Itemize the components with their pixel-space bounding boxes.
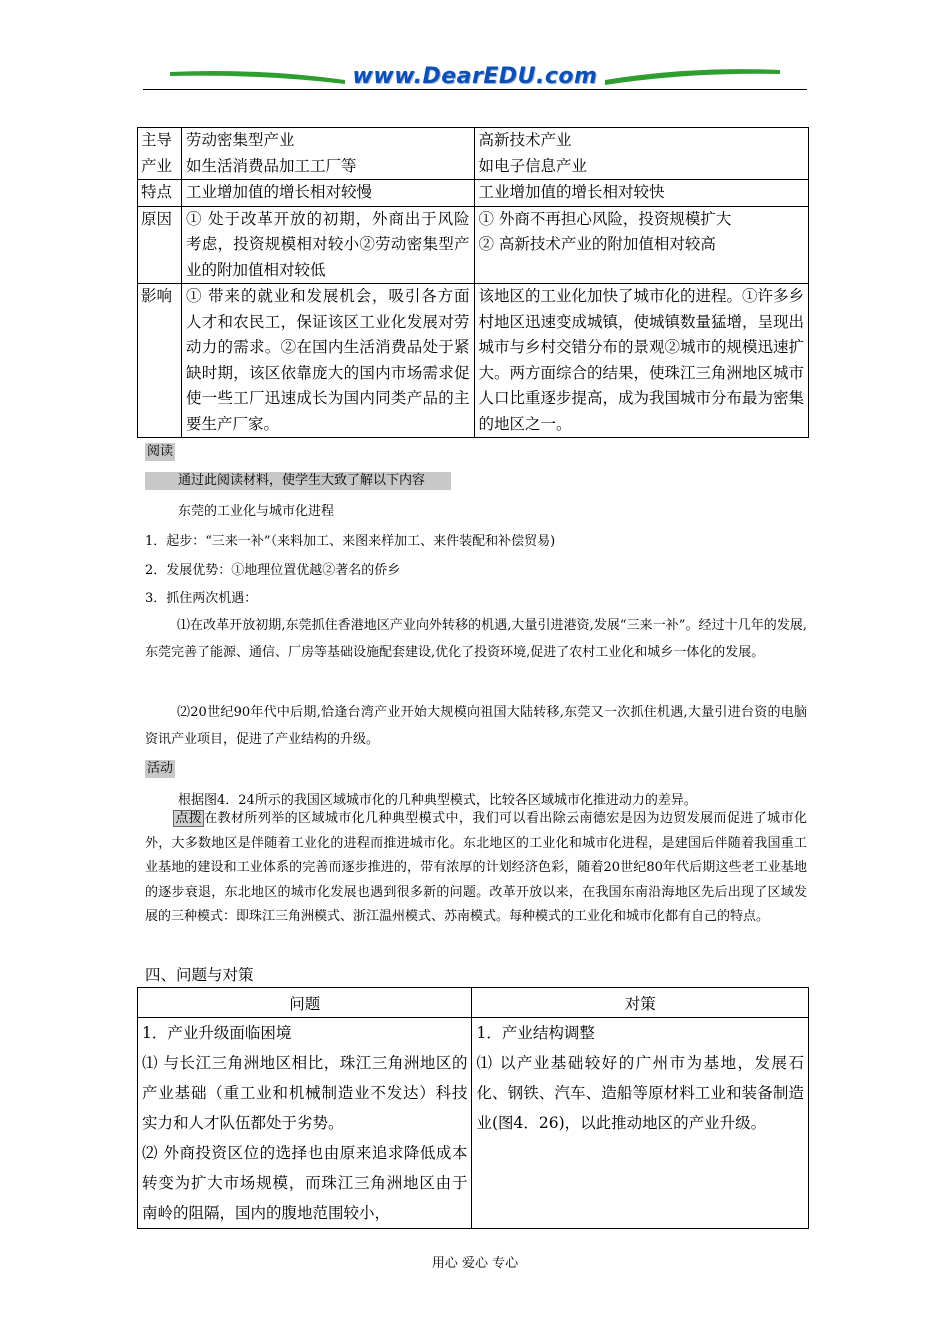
left-cell: 工业增加值的增长相对较慢 [181, 180, 474, 207]
right-swoosh [605, 69, 780, 85]
problem-solution-table [137, 987, 809, 1229]
left-swoosh [170, 71, 345, 84]
section-heading: 四、问题与对策 [145, 966, 254, 984]
comparison-table [137, 127, 809, 438]
reading-tag: 阅读 [147, 444, 174, 459]
row-label: 特点 [138, 180, 182, 207]
page-footer: 用心 爱心 专心 [431, 1256, 519, 1271]
reading-intro: 通过此阅读材料，使学生大致了解以下内容 [145, 472, 451, 490]
site-logo-text[interactable]: www.DearEDU.com [352, 64, 598, 89]
activity-text: 根据图4．24所示的我国区域城市化的几种典型模式，比较各区域城市化推进动力的差异。 [178, 793, 697, 808]
problem-cell: 1．产业升级面临困境 ⑴ 与长江三角洲地区相比，珠江三角洲地区的产业基础（重工业和机械制造业不发达）科技实力和人才队伍都处于劣势。 ⑵ 外商投资区位的选择也由原来追求降低成本转变为扩大市场规模，而珠江三角洲地区由于南岭的阻隔，国内的腹地范围较小， [138, 1018, 472, 1229]
left-cell: 劳动密集型产业 如生活消费品加工工厂等 [181, 128, 474, 180]
reading-item-1: 1．起步：“三来一补”（来料加工、来图来样加工、来件装配和补偿贸易) [145, 534, 556, 549]
row-label: 影响 [138, 284, 182, 438]
left-cell: ① 带来的就业和发展机会，吸引各方面人才和农民工，保证该区工业化发展对劳动力的需求。②在国内生活消费品处于紧缺时期，该区依靠庞大的国内市场需求促使一些工厂迅速成长为国内同类产品的主要生产厂家。 [181, 284, 474, 438]
table-row [138, 180, 809, 207]
reading-paragraph-1: ⑴在改革开放初期,东莞抓住香港地区产业向外转移的机遇,大量引进港资,发展“三来一补”。经过十几年的发展,东莞完善了能源、通信、厂房等基础设施配套建设,优化了投资环境,促进了农村工业化和城乡一体化的发展。 [145, 618, 807, 660]
reading-item-3: 3．抓住两次机遇： [145, 591, 258, 606]
hint-text: 在教材所列举的区域城市化几种典型模式中，我们可以看出除云南德宏是因为边贸发展而促进了城市化外，大多数地区是伴随着工业化的进程而推进城市化。东北地区的工业化和城市化进程，是建国后伴随着我国重工业基地的建设和工业体系的完善而逐步推进的，带有浓厚的计划经济色彩，随着20世纪80年代后期这些老工业基地的逐步衰退，东北地区的城市化发展也遇到很多新的问题。改革开放以来，在我国东南沿海地区先后出现了区域发展的三种模式：即珠江三角洲模式、浙江温州模式、苏南模式。每种模式的工业化和城市化都有自己的特点。 [145, 811, 807, 924]
table-row [138, 1018, 809, 1229]
solution-cell: 1．产业结构调整 ⑴ 以产业基础较好的广州市为基地，发展石化、钢铁、汽车、造船等原材料工业和装备制造业(图4．26)，以此推动地区的产业升级。 [472, 1018, 809, 1229]
reading-item-2: 2．发展优势：①地理位置优越②著名的侨乡 [145, 563, 401, 578]
table-row [138, 206, 809, 284]
right-cell: ① 外商不再担心风险，投资规模扩大 ② 高新技术产业的附加值相对较高 [474, 206, 809, 284]
reading-paragraph-2: ⑵20世纪90年代中后期,恰逢台湾产业开始大规模向祖国大陆转移,东莞又一次抓住机遇,大量引进台资的电脑资讯产业项目，促进了产业结构的升级。 [145, 705, 807, 747]
row-label: 原因 [138, 206, 182, 284]
column-header-solution: 对策 [472, 988, 809, 1018]
table-row [138, 284, 809, 438]
reading-title: 东莞的工业化与城市化进程 [178, 504, 335, 519]
left-cell: ① 处于改革开放的初期，外商出于风险考虑，投资规模相对较小②劳动密集型产业的附加值相对较低 [181, 206, 474, 284]
hint-paragraph [145, 807, 807, 930]
activity-tag: 活动 [147, 761, 174, 776]
right-cell: 工业增加值的增长相对较快 [474, 180, 809, 207]
right-cell: 该地区的工业化加快了城市化的进程。①许多乡村地区迅速变成城镇，使城镇数量猛增，呈现出城市与乡村交错分布的景观②城市的规模迅速扩大。两方面综合的结果，使珠江三角洲地区城市人口比重逐步提高，成为我国城市分布最为密集的地区之一。 [474, 284, 809, 438]
header-rule [143, 89, 807, 90]
column-header-problem: 问题 [138, 988, 472, 1018]
table-header-row [138, 988, 809, 1018]
table-row [138, 128, 809, 180]
right-cell: 高新技术产业 如电子信息产业 [474, 128, 809, 180]
row-label: 主导产业 [138, 128, 182, 180]
hint-tag: 点拨 [175, 811, 203, 826]
